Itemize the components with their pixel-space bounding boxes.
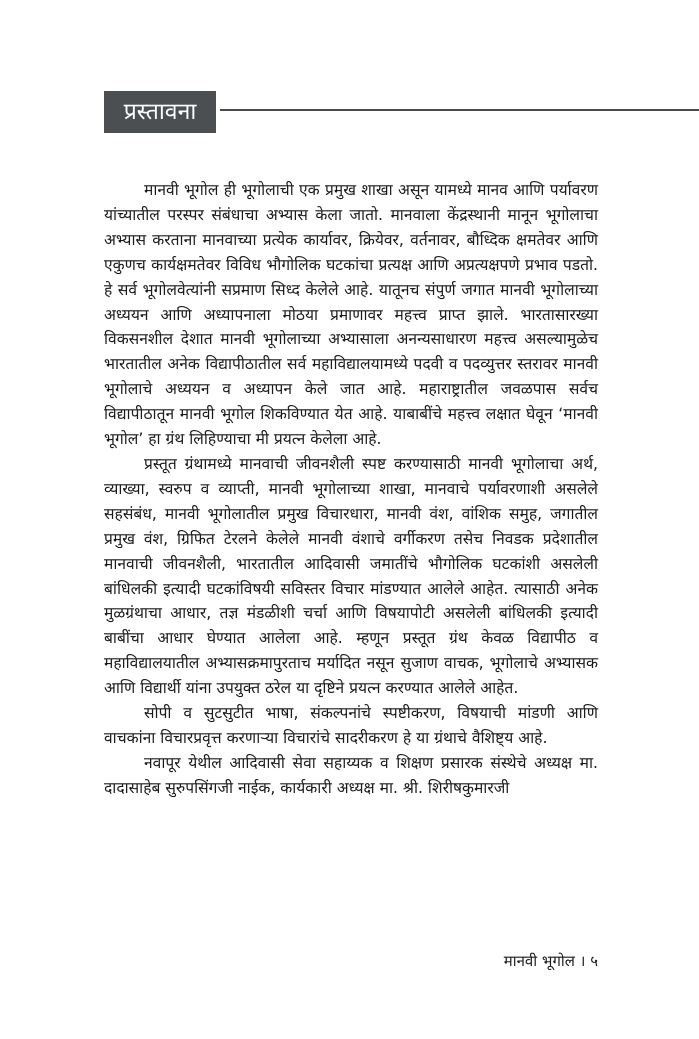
body-text [104,178,598,801]
paragraph: प्रस्तूत ग्रंथामध्ये मानवाची जीवनशैली स्पष्ट करण्यासाठी मानवी भूगोलाचा अर्थ, व्याख्या, स्वरुप व व्याप्ती, मानवी भूगोलाच्या शाखा, मानवाचे पर्यावरणाशी असलेले सहसंबंध, मानवी भूगोलातील प्रमुख विचारधारा, मानवी वंश, वांशिक समुह, जगातील प्रमुख वंश, ग्रिफित टेरलने केलेले मानवी वंशाचे वर्गीकरण तसेच निवडक प्रदेशातील मानवाची जीवनशैली, भारतातील आदिवासी जमातींचे भौगोलिक घटकांशी असलेली बांधिलकी इत्यादी घटकांविषयी सविस्तर विचार मांडण्यात आलेले आहेत. त्यासाठी अनेक मुळग्रंथाचा आधार, तज्ञ मंडळीशी चर्चा आणि विषयापोटी असलेली बांधिलकी इत्यादी बाबींचा आधार घेण्यात आलेला आहे. म्हणून प्रस्तूत ग्रंथ केवळ विद्यापीठ व महाविद्यालयातील अभ्यासक्रमापुरताच मर्यादित नसून सुजाण वाचक, भूगोलाचे अभ्यासक आणि विद्यार्थी यांना उपयुक्त ठरेल या दृष्टिने प्रयत्न करण्यात आलेले आहेत. [104,454,598,698]
paragraph: मानवी भूगोल ही भूगोलाची एक प्रमुख शाखा असून यामध्ये मानव आणि पर्यावरण यांच्यातील परस्पर संबंधाचा अभ्यास केला जातो. मानवाला केंद्रस्थानी मानून भूगोलाचा अभ्यास करताना मानवाच्या प्रत्येक कार्यावर, क्रियेवर, वर्तनावर, बौध्दिक क्षमतेवर आणि एकुणच कार्यक्षमतेवर विविध भौगोलिक घटकांचा प्रत्यक्ष आणि अप्रत्यक्षपणे प्रभाव पडतो. हे सर्व भूगोलवेत्यांनी सप्रमाण सिध्द केलेले आहे. यातूनच संपुर्ण जगात मानवी भूगोलाच्या अध्ययन आणि अध्यापनाला मोठया प्रमाणावर महत्त्व प्राप्त झाले. भारतासारख्या विकसनशील देशात मानवी भूगोलाच्या अभ्यासाला अनन्यसाधारण महत्त्व असल्यामुळेच भारतातील अनेक विद्यापीठातील सर्व महाविद्यालयामध्ये पदवी व पदव्युत्तर स्तरावर मानवी भूगोलाचे अध्ययन व अध्यापन केले जात आहे. महाराष्ट्रातील जवळपास सर्वच विद्यापीठातून मानवी भूगोल शिकविण्यात येत आहे. याबाबींचे महत्त्व लक्षात घेवून ‘मानवी भूगोल’ हा ग्रंथ लिहिण्याचा मी प्रयत्न केलेला आहे. [104,181,598,449]
page-footer: मानवी भूगोल । ५ [503,952,598,970]
paragraph: सोपी व सुटसुटीत भाषा, संकल्पनांचे स्पष्टीकरण, विषयाची मांडणी आणि वाचकांना विचारप्रवृत्त करणाऱ्या विचारांचे सादरीकरण हे या ग्रंथाचे वैशिष्ट्य आहे. [104,704,598,747]
page-title: प्रस्तावना [104,91,220,133]
paragraph: नवापूर येथील आदिवासी सेवा सहाय्यक व शिक्षण प्रसारक संस्थेचे अध्यक्ष मा. दादासाहेब सुरुपसिंगजी नाईक, कार्यकारी अध्यक्ष मा. श्री. शिरीषकुमारजी [104,753,598,797]
heading-rule [210,109,699,111]
